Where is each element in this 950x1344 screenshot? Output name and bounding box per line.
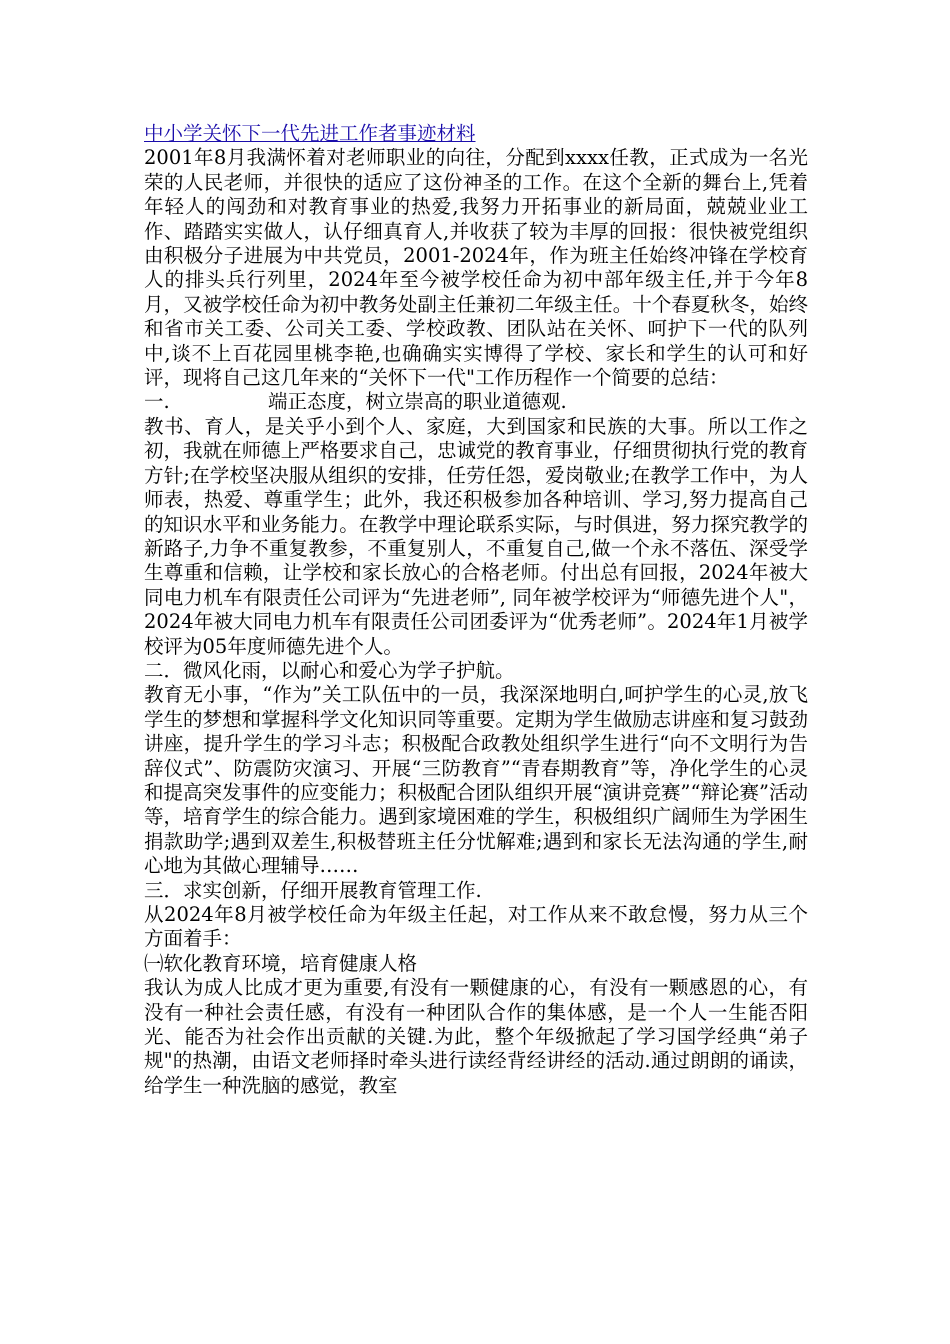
section-1-title: 端正态度，树立崇高的职业道德观. (268, 390, 567, 414)
subsection-1-heading: ㈠软化教育环境，培育健康人格 (144, 951, 418, 975)
section-2-heading: 二．微风化雨，以耐心和爱心为学子护航。 (144, 658, 515, 682)
document-title-link[interactable]: 中小学关怀下一代先进工作者事迹材料 (144, 122, 476, 145)
section-1-paragraph: 教书、育人，是关乎小到个人、家庭，大到国家和民族的大事。所以工作之初，我就在师德上严格要求自己，忠诚党的教育事业，仔细贯彻执行党的教育方针;在学校坚决服从组织的安排，任劳任怨，爱岗敬业;在教学工作中，为人师表，热爱、尊重学生；此外，我还积极参加各种培训、学习,努力提高自己的知识水平和业务能力。在教学中理论联系实际，与时俱进，努力探究教学的新路子,力争不重复教参，不重复别人，不重复自己,做一个永不落伍、深受学生尊重和信赖，让学校和家长放心的合格老师。付出总有回报，2024年被大同电力机车有限责任公司评为“先进老师”, 同年被学校评为“师德先进个人"，2024年被大同电力机车有限责任公司团委评为“优秀老师”。2024年1月被学校评为05年度师德先进个人。 (144, 414, 808, 658)
section-1-number: 一. (144, 390, 170, 414)
section-2-paragraph: 教育无小事，“作为”关工队伍中的一员，我深深地明白,呵护学生的心灵,放飞学生的梦想和掌握科学文化知识同等重要。定期为学生做励志讲座和复习鼓劲讲座，提升学生的学习斗志；积极配合政教处组织学生进行“向不文明行为告辞仪式”、防震防灾演习、开展“三防教育”“青春期教育”等，净化学生的心灵和提高突发事件的应变能力；积极配合团队组织开展“演讲竞赛”“辩论赛”活动等，培育学生的综合能力。遇到家境困难的学生，积极组织广阔师生为学困生捐款助学;遇到双差生,积极替班主任分忧解难;遇到和家长无法沟通的学生,耐心地为其做心理辅导…… (144, 683, 808, 878)
section-1-heading (144, 390, 808, 414)
intro-paragraph: 2001年8月我满怀着对老师职业的向往，分配到xxxx任教，正式成为一名光荣的人民老师，并很快的适应了这份神圣的工作。在这个全新的舞台上,凭着年轻人的闯劲和对教育事业的热爱,我努力开拓事业的新局面，兢兢业业工作、踏踏实实做人，认仔细真育人,并收获了较为丰厚的回报：很快被党组织由积极分子进展为中共党员，2001-2024年，作为班主任始终冲锋在学校育人的排头兵行列里，2024年至今被学校任命为初中部年级主任,并于今年8月，又被学校任命为初中教务处副主任兼初二年级主任。十个春夏秋冬，始终和省市关工委、公司关工委、学校政教、团队站在关怀、呵护下一代的队列中,谈不上百花园里桃李艳,也确确实实博得了学校、家长和学生的认可和好评，现将自己这几年来的“关怀下一代"工作历程作一个简要的总结： (144, 146, 808, 390)
section-3-heading: 三．求实创新，仔细开展教育管理工作. (144, 878, 482, 902)
document-page (144, 122, 808, 1098)
section-3-paragraph: 从2024年8月被学校任命为年级主任起，对工作从来不敢怠慢，努力从三个方面着手： (144, 903, 808, 951)
subsection-1-paragraph: 我认为成人比成才更为重要,有没有一颗健康的心，有没有一颗感恩的心，有没有一种社会责任感，有没有一种团队合作的集体感，是一个人一生能否阳光、能否为社会作出贡献的关键.为此，整个年级掀起了学习国学经典“弟子规"的热潮，由语文老师择时牵头进行读经背经讲经的活动.通过朗朗的诵读，给学生一种洗脑的感觉，教室 (144, 976, 808, 1097)
